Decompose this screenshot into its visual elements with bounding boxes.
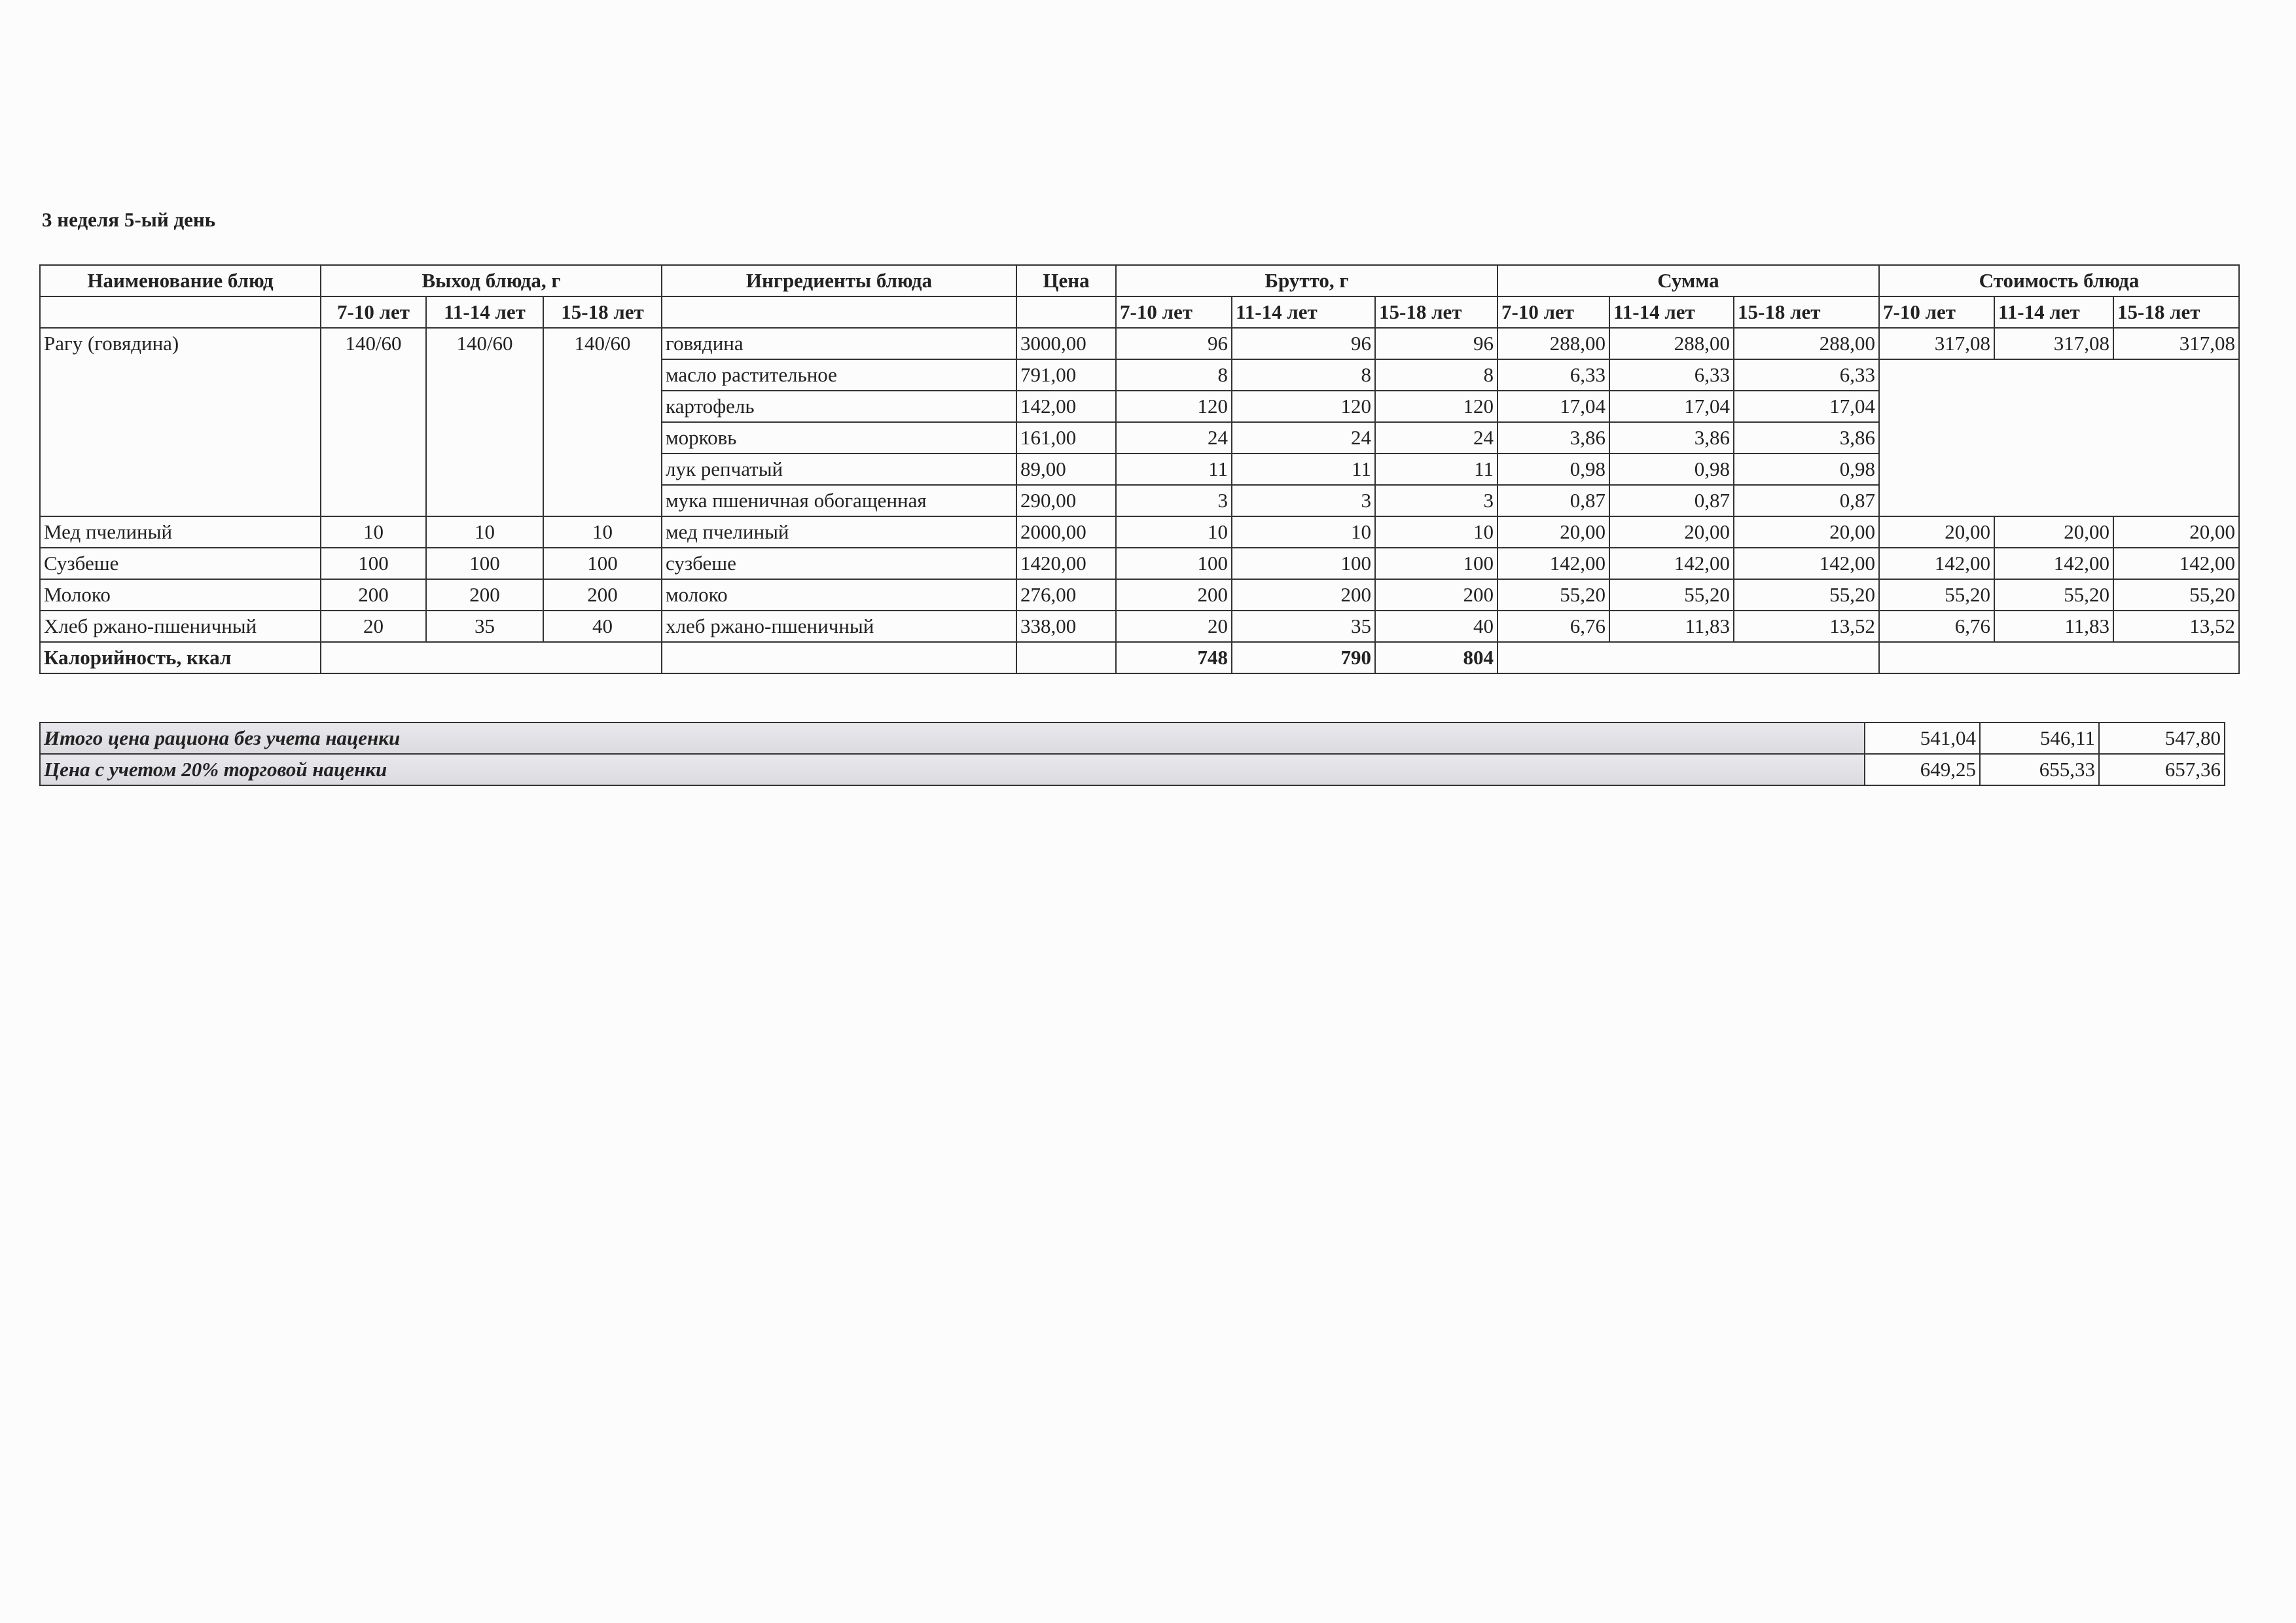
sum-value: 288,00 bbox=[1734, 328, 1879, 359]
age-header: 7-10 лет bbox=[1498, 296, 1609, 328]
gross-value: 8 bbox=[1232, 359, 1375, 391]
age-header: 11-14 лет bbox=[1609, 296, 1734, 328]
total-value: 546,11 bbox=[1980, 722, 2099, 754]
gross-value: 96 bbox=[1116, 328, 1232, 359]
gross-value: 24 bbox=[1232, 422, 1375, 454]
dish-cost-value: 20,00 bbox=[1879, 516, 1994, 548]
ingredient-name: хлеб ржано-пшеничный bbox=[662, 611, 1016, 642]
calories-empty bbox=[1016, 642, 1116, 673]
dish-yield: 140/60 bbox=[426, 328, 543, 516]
gross-value: 40 bbox=[1375, 611, 1498, 642]
sum-value: 17,04 bbox=[1734, 391, 1879, 422]
dish-yield: 100 bbox=[543, 548, 662, 579]
dish-yield: 140/60 bbox=[321, 328, 426, 516]
dish-yield: 10 bbox=[426, 516, 543, 548]
gross-value: 100 bbox=[1232, 548, 1375, 579]
age-header: 15-18 лет bbox=[543, 296, 662, 328]
sum-value: 3,86 bbox=[1734, 422, 1879, 454]
gross-value: 200 bbox=[1116, 579, 1232, 611]
calories-empty bbox=[321, 642, 662, 673]
table-row bbox=[40, 548, 2239, 579]
header-sum: Сумма bbox=[1498, 265, 1879, 296]
sum-value: 288,00 bbox=[1609, 328, 1734, 359]
gross-value: 10 bbox=[1375, 516, 1498, 548]
age-header: 7-10 лет bbox=[321, 296, 426, 328]
sum-value: 55,20 bbox=[1734, 579, 1879, 611]
dish-cost-value: 6,76 bbox=[1879, 611, 1994, 642]
dish-yield: 100 bbox=[321, 548, 426, 579]
total-row bbox=[40, 722, 2225, 754]
dish-yield: 40 bbox=[543, 611, 662, 642]
dish-yield: 140/60 bbox=[543, 328, 662, 516]
ingredient-name: мед пчелиный bbox=[662, 516, 1016, 548]
sum-value: 20,00 bbox=[1734, 516, 1879, 548]
dish-cost-value: 55,20 bbox=[1879, 579, 1994, 611]
table-row bbox=[40, 328, 2239, 359]
total-label: Итого цена рациона без учета наценки bbox=[40, 722, 1865, 754]
dish-yield: 200 bbox=[426, 579, 543, 611]
ingredient-name: морковь bbox=[662, 422, 1016, 454]
calories-label: Калорийность, ккал bbox=[40, 642, 321, 673]
header-ingredients: Ингредиенты блюда bbox=[662, 265, 1016, 296]
total-value: 657,36 bbox=[2099, 754, 2225, 785]
dish-cost-value: 55,20 bbox=[1994, 579, 2113, 611]
dish-cost-value: 11,83 bbox=[1994, 611, 2113, 642]
sum-value: 3,86 bbox=[1609, 422, 1734, 454]
ingredient-name: молоко bbox=[662, 579, 1016, 611]
gross-value: 96 bbox=[1232, 328, 1375, 359]
total-value: 649,25 bbox=[1865, 754, 1980, 785]
sum-value: 6,76 bbox=[1498, 611, 1609, 642]
age-header: 15-18 лет bbox=[2113, 296, 2239, 328]
gross-value: 100 bbox=[1116, 548, 1232, 579]
gross-value: 3 bbox=[1116, 485, 1232, 516]
dish-cost-value: 142,00 bbox=[2113, 548, 2239, 579]
dish-name: Хлеб ржано-пшеничный bbox=[40, 611, 321, 642]
gross-value: 11 bbox=[1116, 454, 1232, 485]
sum-value: 55,20 bbox=[1609, 579, 1734, 611]
ingredient-name: масло растительное bbox=[662, 359, 1016, 391]
total-value: 541,04 bbox=[1865, 722, 1980, 754]
gross-value: 120 bbox=[1232, 391, 1375, 422]
menu-cost-table bbox=[39, 264, 2240, 674]
sum-value: 6,33 bbox=[1498, 359, 1609, 391]
dish-cost-value: 13,52 bbox=[2113, 611, 2239, 642]
sum-value: 0,98 bbox=[1498, 454, 1609, 485]
total-value: 655,33 bbox=[1980, 754, 2099, 785]
table-row bbox=[40, 579, 2239, 611]
sum-value: 0,98 bbox=[1734, 454, 1879, 485]
gross-value: 35 bbox=[1232, 611, 1375, 642]
calories-row bbox=[40, 642, 2239, 673]
gross-value: 3 bbox=[1232, 485, 1375, 516]
sum-value: 55,20 bbox=[1498, 579, 1609, 611]
sum-value: 142,00 bbox=[1734, 548, 1879, 579]
gross-value: 10 bbox=[1232, 516, 1375, 548]
gross-value: 200 bbox=[1232, 579, 1375, 611]
age-header: 15-18 лет bbox=[1734, 296, 1879, 328]
ingredient-name: мука пшеничная обогащенная bbox=[662, 485, 1016, 516]
sum-value: 11,83 bbox=[1609, 611, 1734, 642]
header-dish-name: Наименование блюд bbox=[40, 265, 321, 296]
header-empty bbox=[662, 296, 1016, 328]
calories-value: 804 bbox=[1375, 642, 1498, 673]
ingredient-price: 2000,00 bbox=[1016, 516, 1116, 548]
gross-value: 96 bbox=[1375, 328, 1498, 359]
sum-value: 0,87 bbox=[1734, 485, 1879, 516]
header-gross: Брутто, г bbox=[1116, 265, 1498, 296]
sum-value: 288,00 bbox=[1498, 328, 1609, 359]
age-header: 7-10 лет bbox=[1116, 296, 1232, 328]
dish-cost-value: 20,00 bbox=[2113, 516, 2239, 548]
age-header: 11-14 лет bbox=[1994, 296, 2113, 328]
age-header-row bbox=[40, 296, 2239, 328]
ingredient-name: картофель bbox=[662, 391, 1016, 422]
dish-name: Молоко bbox=[40, 579, 321, 611]
age-header: 15-18 лет bbox=[1375, 296, 1498, 328]
age-header: 11-14 лет bbox=[1232, 296, 1375, 328]
ingredient-name: говядина bbox=[662, 328, 1016, 359]
header-dish-cost: Стоимость блюда bbox=[1879, 265, 2239, 296]
ingredient-name: лук репчатый bbox=[662, 454, 1016, 485]
header-yield: Выход блюда, г bbox=[321, 265, 662, 296]
sum-value: 142,00 bbox=[1609, 548, 1734, 579]
gross-value: 8 bbox=[1116, 359, 1232, 391]
dish-cost-value: 317,08 bbox=[2113, 328, 2239, 359]
header-empty bbox=[1016, 296, 1116, 328]
total-label: Цена с учетом 20% торговой наценки bbox=[40, 754, 1865, 785]
gross-value: 24 bbox=[1375, 422, 1498, 454]
gross-value: 8 bbox=[1375, 359, 1498, 391]
calories-empty bbox=[1498, 642, 1879, 673]
dish-yield: 20 bbox=[321, 611, 426, 642]
dish-cost-value: 142,00 bbox=[1994, 548, 2113, 579]
calories-value: 748 bbox=[1116, 642, 1232, 673]
dish-yield: 200 bbox=[321, 579, 426, 611]
calories-empty bbox=[1879, 642, 2239, 673]
header-price: Цена bbox=[1016, 265, 1116, 296]
table-row bbox=[40, 611, 2239, 642]
ingredient-price: 3000,00 bbox=[1016, 328, 1116, 359]
gross-value: 10 bbox=[1116, 516, 1232, 548]
dish-name: Рагу (говядина) bbox=[40, 328, 321, 516]
total-row bbox=[40, 754, 2225, 785]
dish-yield: 10 bbox=[321, 516, 426, 548]
dish-yield: 10 bbox=[543, 516, 662, 548]
header-empty bbox=[40, 296, 321, 328]
gross-value: 11 bbox=[1375, 454, 1498, 485]
ingredient-price: 89,00 bbox=[1016, 454, 1116, 485]
dish-yield: 200 bbox=[543, 579, 662, 611]
gross-value: 3 bbox=[1375, 485, 1498, 516]
gross-value: 120 bbox=[1116, 391, 1232, 422]
calories-value: 790 bbox=[1232, 642, 1375, 673]
dish-cost-value: 55,20 bbox=[2113, 579, 2239, 611]
dish-cost-empty bbox=[1879, 359, 2239, 516]
sum-value: 20,00 bbox=[1609, 516, 1734, 548]
gross-value: 11 bbox=[1232, 454, 1375, 485]
sum-value: 6,33 bbox=[1609, 359, 1734, 391]
ingredient-price: 290,00 bbox=[1016, 485, 1116, 516]
dish-name: Сузбеше bbox=[40, 548, 321, 579]
dish-name: Мед пчелиный bbox=[40, 516, 321, 548]
ingredient-price: 338,00 bbox=[1016, 611, 1116, 642]
gross-value: 100 bbox=[1375, 548, 1498, 579]
gross-value: 20 bbox=[1116, 611, 1232, 642]
ingredient-price: 276,00 bbox=[1016, 579, 1116, 611]
ingredient-price: 791,00 bbox=[1016, 359, 1116, 391]
sum-value: 3,86 bbox=[1498, 422, 1609, 454]
sum-value: 20,00 bbox=[1498, 516, 1609, 548]
age-header: 7-10 лет bbox=[1879, 296, 1994, 328]
dish-cost-value: 20,00 bbox=[1994, 516, 2113, 548]
sum-value: 17,04 bbox=[1498, 391, 1609, 422]
ingredient-price: 142,00 bbox=[1016, 391, 1116, 422]
sum-value: 0,87 bbox=[1609, 485, 1734, 516]
sum-value: 142,00 bbox=[1498, 548, 1609, 579]
age-header: 11-14 лет bbox=[426, 296, 543, 328]
dish-cost-value: 142,00 bbox=[1879, 548, 1994, 579]
table-row bbox=[40, 516, 2239, 548]
dish-yield: 100 bbox=[426, 548, 543, 579]
sum-value: 0,98 bbox=[1609, 454, 1734, 485]
sum-value: 13,52 bbox=[1734, 611, 1879, 642]
gross-value: 24 bbox=[1116, 422, 1232, 454]
calories-empty bbox=[662, 642, 1016, 673]
sum-value: 17,04 bbox=[1609, 391, 1734, 422]
sum-value: 0,87 bbox=[1498, 485, 1609, 516]
total-value: 547,80 bbox=[2099, 722, 2225, 754]
gross-value: 120 bbox=[1375, 391, 1498, 422]
dish-yield: 35 bbox=[426, 611, 543, 642]
sum-value: 6,33 bbox=[1734, 359, 1879, 391]
page-title: 3 неделя 5-ый день bbox=[42, 208, 216, 231]
ingredient-price: 1420,00 bbox=[1016, 548, 1116, 579]
dish-cost-value: 317,08 bbox=[1879, 328, 1994, 359]
header-row bbox=[40, 265, 2239, 296]
ingredient-name: сузбеше bbox=[662, 548, 1016, 579]
dish-cost-value: 317,08 bbox=[1994, 328, 2113, 359]
totals-table bbox=[39, 722, 2225, 786]
gross-value: 200 bbox=[1375, 579, 1498, 611]
ingredient-price: 161,00 bbox=[1016, 422, 1116, 454]
